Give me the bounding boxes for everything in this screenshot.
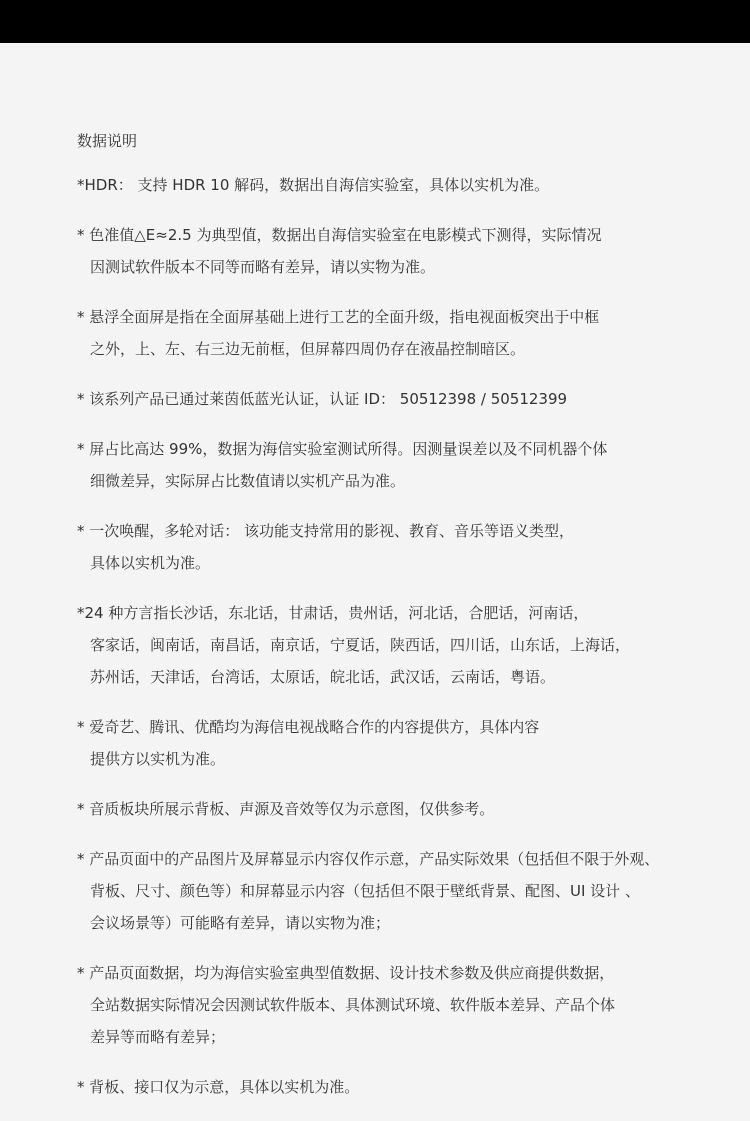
note-line: 提供方以实机为准。 bbox=[90, 750, 226, 768]
note-line: * 音质板块所展示背板、声源及音效等仅为示意图，仅供参考。 bbox=[77, 800, 495, 818]
note-line: 背板、尺寸、颜色等）和屏幕显示内容（包括但不限于壁纸背景、配图、UI 设计 、 bbox=[90, 882, 640, 900]
note-line: * 屏占比高达 99%，数据为海信实验室测试所得。因测量误差以及不同机器个体 bbox=[77, 440, 608, 458]
note-line: *HDR： 支持 HDR 10 解码，数据出自海信实验室，具体以实机为准。 bbox=[77, 176, 550, 194]
note-line: 苏州话，天津话，台湾话，太原话，皖北话，武汉话，云南话，粤语。 bbox=[90, 668, 556, 686]
note-item bbox=[77, 169, 737, 201]
note-line: 客家话，闽南话，南昌话，南京话，宁夏话，陕西话，四川话，山东话，上海话， bbox=[90, 636, 631, 654]
note-item bbox=[77, 301, 737, 365]
note-line: *24 种方言指长沙话，东北话，甘肃话，贵州话，河北话，合肥话，河南话， bbox=[77, 604, 589, 622]
note-line: 具体以实机为准。 bbox=[90, 554, 211, 572]
note-line: * 色准值△E≈2.5 为典型值，数据出自海信实验室在电影模式下测得，实际情况 bbox=[77, 226, 602, 244]
note-item bbox=[77, 957, 737, 1053]
note-item bbox=[77, 793, 737, 825]
note-line: * 背板、接口仅为示意，具体以实机为准。 bbox=[77, 1078, 360, 1096]
note-item bbox=[77, 597, 737, 693]
data-notes-section bbox=[77, 128, 737, 1121]
note-item bbox=[77, 1071, 737, 1103]
note-line: 会议场景等）可能略有差异，请以实物为准； bbox=[90, 914, 391, 932]
note-item bbox=[77, 711, 737, 775]
note-item bbox=[77, 219, 737, 283]
section-title: 数据说明 bbox=[77, 132, 138, 150]
note-line: * 悬浮全面屏是指在全面屏基础上进行工艺的全面升级，指电视面板突出于中框 bbox=[77, 308, 600, 326]
note-line: * 爱奇艺、腾讯、优酷均为海信电视战略合作的内容提供方，具体内容 bbox=[77, 718, 540, 736]
top-bar bbox=[0, 0, 750, 43]
note-line: 因测试软件版本不同等而略有差异，请以实物为准。 bbox=[90, 258, 436, 276]
note-item bbox=[77, 383, 737, 415]
note-line: 细微差异，实际屏占比数值请以实机产品为准。 bbox=[90, 472, 406, 490]
note-line: * 一次唤醒，多轮对话： 该功能支持常用的影视、教育、音乐等语义类型， bbox=[77, 522, 575, 540]
note-line: 之外，上、左、右三边无前框，但屏幕四周仍存在液晶控制暗区。 bbox=[90, 340, 526, 358]
note-item bbox=[77, 843, 737, 939]
notes-list bbox=[77, 169, 737, 1103]
note-line: * 该系列产品已通过莱茵低蓝光认证，认证 ID： 50512398 / 50512399 bbox=[77, 390, 568, 408]
note-item bbox=[77, 515, 737, 579]
note-line: 全站数据实际情况会因测试软件版本、具体测试环境、软件版本差异、产品个体 bbox=[90, 996, 616, 1014]
note-item bbox=[77, 433, 737, 497]
note-line: * 产品页面中的产品图片及屏幕显示内容仅作示意，产品实际效果（包括但不限于外观、 bbox=[77, 850, 660, 868]
note-line: * 产品页面数据，均为海信实验室典型值数据、设计技术参数及供应商提供数据， bbox=[77, 964, 615, 982]
note-line: 差异等而略有差异； bbox=[90, 1028, 226, 1046]
